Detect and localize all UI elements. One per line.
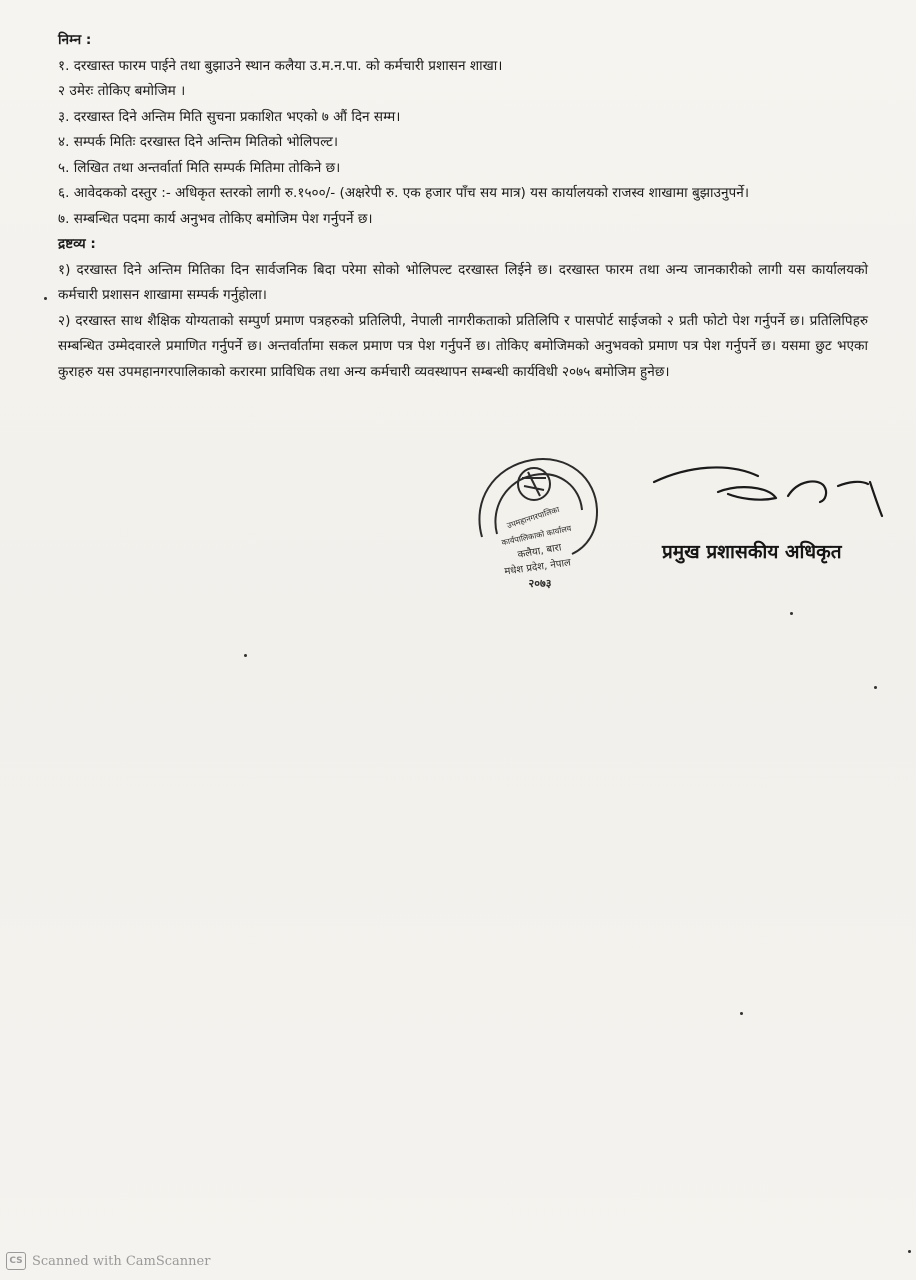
office-seal-stamp [462, 442, 612, 592]
camscanner-watermark [6, 1251, 210, 1271]
seal-place: कलैया, बारा [516, 542, 563, 561]
scan-speck [908, 1250, 911, 1253]
scan-speck [790, 612, 793, 615]
camscanner-label: Scanned with CamScanner [32, 1253, 211, 1269]
scan-speck [244, 654, 247, 657]
notes-item-2: २ उमेरः तोकिए बमोजिम । [58, 83, 186, 99]
remark-2: २) दरखास्त साथ शैक्षिक योग्यताको सम्पुर्ण प्रमाण पत्रहरुको प्रतिलिपी, नेपाली नागरीकताको प्रतिलिपि र पासपोर्ट साईजको २ प्रती फोटो पेश गर्नुपर्ने छ। प्रतिलिपिहरु सम्बन्धित उम्मेदवारले प्रमाणित गर्नुपर्ने छ। अन्तर्वार्तामा सकल प्रमाण पत्र पेश गर्नुपर्ने छ। तोकिए बमोजिमको अनुभवको प्रमाण पत्र पेश गर्नुपर्ने छ। यसमा छुट भएका कुराहरु यस उपमहानगरपालिकाको करारमा प्राविधिक तथा अन्य कर्मचारी व्यवस्थापन सम्बन्धी कार्यविधी २०७५ बमोजिम हुनेछ। [58, 312, 868, 380]
handwritten-signature [648, 456, 888, 526]
notes-item-3: ३. दरखास्त दिने अन्तिम मिति सुचना प्रकाशित भएको ७ औं दिन सम्म। [58, 108, 401, 125]
chief-administrative-officer-title: प्रमुख प्रशासकीय अधिकृत [662, 541, 842, 563]
notes-item-5: ५. लिखित तथा अन्तर्वार्ता मिति सम्पर्क मितिमा तोकिने छ। [58, 159, 341, 176]
notes-item-7: ७. सम्बन्धित पदमा कार्य अनुभव तोकिए बमोजिम पेश गर्नुपर्ने छ। [58, 210, 373, 227]
camscanner-icon: CS [6, 1252, 26, 1270]
svg-text:कार्यपालिकाको कार्यालय: कार्यपालिकाको कार्यालय [500, 523, 573, 548]
scan-speck [44, 297, 47, 300]
seal-province: मधेश प्रदेश, नेपाल [503, 557, 572, 578]
notice-body [58, 28, 868, 385]
remarks-heading: द्रष्टव्य : [58, 236, 96, 252]
scan-speck [874, 686, 877, 689]
notes-item-1: १. दरखास्त फारम पाईने तथा बुझाउने स्थान कलैया उ.म.न.पा. को कर्मचारी प्रशासन शाखा। [58, 57, 503, 74]
notes-item-6: ६. आवेदकको दस्तुर :- अधिकृत स्तरको लागी रु.१५००/- (अक्षरेपी रु. एक हजार पाँच सय मात्र) यस कार्यालयको राजस्व शाखामा बुझाउनुपर्ने। [58, 185, 749, 201]
notes-item-4: ४. सम्पर्क मितिः दरखास्त दिने अन्तिम मितिको भोलिपल्ट। [58, 134, 339, 150]
notes-heading: निम्न : [58, 32, 92, 48]
seal-year: २०७३ [528, 577, 552, 590]
svg-text:उपमहानगरपालिका: उपमहानगरपालिका [505, 504, 561, 531]
remark-1: १) दरखास्त दिने अन्तिम मितिका दिन सार्वजनिक बिदा परेमा सोको भोलिपल्ट दरखास्त लिईने छ। दरखास्त फारम तथा अन्य जानकारीको लागी यस कार्यालयको कर्मचारी प्रशासन शाखामा सम्पर्क गर्नुहोला। [58, 261, 868, 303]
scan-speck [740, 1012, 743, 1015]
